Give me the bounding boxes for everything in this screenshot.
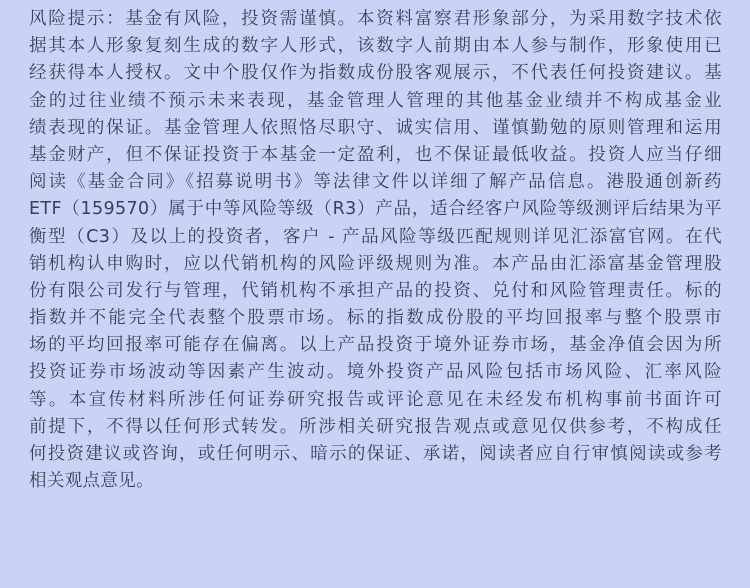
disclaimer-line: 据其本人形象复刻生成的数字人形式，该数字人前期由本人参与制作，形象使用已 bbox=[29, 36, 722, 57]
disclaimer-line: 指数并不能完全代表整个股票市场。标的指数成份股的平均回报率与整个股票市 bbox=[29, 308, 722, 329]
disclaimer-line: 销机构认申购时，应以代销机构的风险评级规则为准。本产品由汇添富基金管理股 bbox=[29, 253, 722, 274]
disclaimer-line: 阅读《基金合同》《招募说明书》等法律文件以详细了解产品信息。港股通创新药 bbox=[29, 172, 722, 193]
disclaimer-line: 风险提示：基金有风险，投资需谨慎。本资料富察君形象部分，为采用数字技术依 bbox=[29, 9, 722, 29]
disclaimer-line: 衡型（C3）及以上的投资者，客户 - 产品风险等级匹配规则详见汇添富官网。在代 bbox=[29, 226, 722, 247]
disclaimer-line: 金的过往业绩不预示未来表现，基金管理人管理的其他基金业绩并不构成基金业 bbox=[29, 90, 722, 111]
disclaimer-line: 投资证券市场波动等因素产生波动。境外投资产品风险包括市场风险、汇率风险 bbox=[29, 362, 722, 383]
disclaimer-line: 何投资建议或咨询，或任何明示、暗示的保证、承诺，阅读者应自行审慎阅读或参考 bbox=[29, 444, 722, 464]
disclaimer-line: 前提下，不得以任何形式转发。所涉相关研究报告观点或意见仅供参考，不构成任 bbox=[29, 416, 722, 437]
disclaimer-line: 场的平均回报率可能存在偏离。以上产品投资于境外证券市场，基金净值会因为所 bbox=[29, 335, 722, 356]
disclaimer-line: 基金财产，但不保证投资于本基金一定盈利，也不保证最低收益。投资人应当仔细 bbox=[29, 144, 722, 165]
disclaimer-line: 经获得本人授权。文中个股仅作为指数成份股客观展示，不代表任何投资建议。基 bbox=[29, 63, 722, 84]
disclaimer-line: 相关观点意见。 bbox=[29, 471, 154, 492]
disclaimer-line: 等。本宣传材料所涉任何证券研究报告或评论意见在未经发布机构事前书面许可 bbox=[29, 389, 722, 410]
disclaimer-line: 份有限公司发行与管理，代销机构不承担产品的投资、兑付和风险管理责任。标的 bbox=[29, 280, 722, 301]
disclaimer-line: ETF（159570）属于中等风险等级（R3）产品，适合经客户风险等级测评后结果为平 bbox=[29, 199, 722, 220]
disclaimer-line: 绩表现的保证。基金管理人依照恪尽职守、诚实信用、谨慎勤勉的原则管理和运用 bbox=[29, 117, 722, 138]
